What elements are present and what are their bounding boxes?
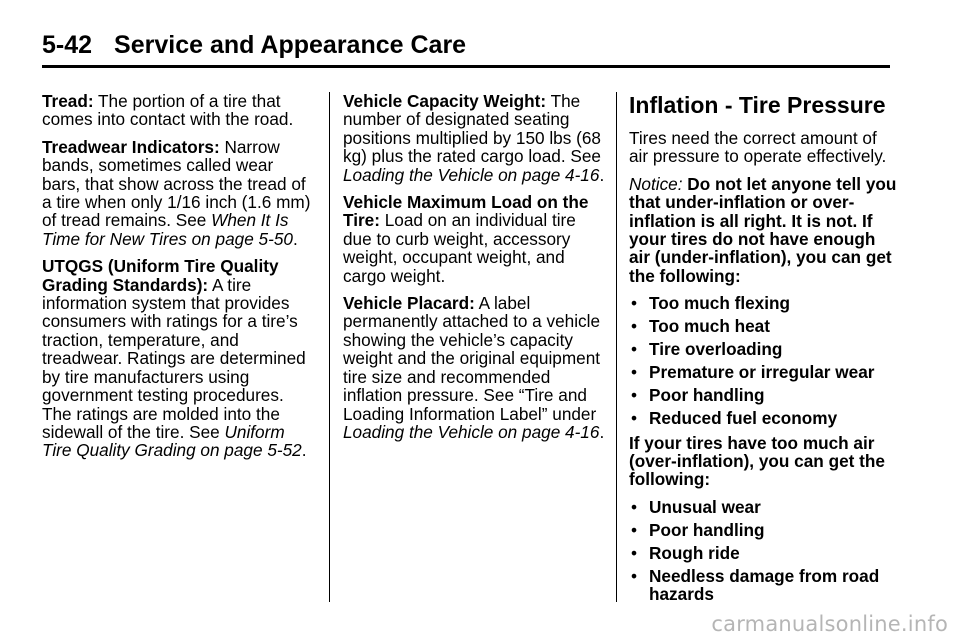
treadwear-tail: . [292, 228, 298, 249]
notice-label: Notice: [629, 173, 683, 194]
list-item: • Too much heat [629, 317, 899, 335]
capacity-weight-definition [343, 92, 605, 184]
max-load-text: Load on an individual tire due to curb weight, accessory weight, occupant weight, and cargo weight. [343, 210, 576, 286]
notice-text: Do not let anyone tell you that under-inflation or over-inflation is all right. It is not. If your tires do not have enough air (under-inflation), you can get the following: [629, 173, 897, 286]
treadwear-term: Treadwear Indicators: [42, 136, 220, 157]
capacity-weight-reference-link[interactable]: Loading the Vehicle on page 4-16 [343, 164, 600, 185]
header-text [42, 30, 890, 60]
under-inflation-list [629, 294, 899, 427]
list-item: • Too much flexing [629, 294, 899, 312]
placard-text: A label permanently attached to a vehicle showing the vehicle’s capacity weight and the original equipment tire size and recommended inflation pressure. See “Tire and Loading Information Label” under [343, 293, 601, 424]
utqgs-text: A tire information system that provides consumers with ratings for a tire’s traction, temperature, and treadwear. Ratings are determined by tire manufacturers using government testing procedures. The ratings are molded into the sidewall of the tire. See [42, 274, 306, 442]
page-header [42, 30, 890, 68]
capacity-weight-tail: . [599, 164, 605, 185]
list-item: • Needless damage from road hazards [629, 567, 899, 604]
intro-text: Tires need the correct amount of air pressure to operate effectively. [629, 128, 887, 167]
max-load-term: Vehicle Maximum Load on the Tire: [343, 192, 589, 231]
utqgs-definition [42, 257, 316, 459]
utqgs-tail: . [301, 440, 307, 461]
placard-definition [343, 294, 605, 441]
tread-term: Tread: [42, 91, 94, 111]
list-item: • Poor handling [629, 386, 899, 404]
treadwear-definition [42, 138, 316, 248]
tread-definition [42, 92, 316, 129]
site-watermark: carmanualsonline.info [711, 612, 948, 636]
column-1 [42, 92, 316, 469]
page-number: 5-42 [42, 31, 93, 59]
treadwear-text: Narrow bands, sometimes called wear bars, that show across the tread of a tire when only 1/16 inch (1.6 mm) of tread remains. See [42, 136, 311, 231]
list-item: • Rough ride [629, 544, 899, 562]
over-inflation-list [629, 498, 899, 604]
capacity-weight-text: The number of designated seating positions multiplied by 150 lbs (68 kg) plus the rated cargo load. See [343, 91, 601, 167]
list-item: • Premature or irregular wear [629, 363, 899, 381]
column-2 [343, 92, 605, 450]
section-heading: Inflation - Tire Pressure [629, 92, 886, 118]
over-inflation-text: If your tires have too much air (over-inflation), you can get the following: [629, 432, 885, 490]
capacity-weight-term: Vehicle Capacity Weight: [343, 91, 547, 111]
placard-term: Vehicle Placard: [343, 293, 475, 314]
max-load-definition [343, 193, 605, 285]
notice-paragraph [629, 175, 899, 285]
placard-reference-link[interactable]: Loading the Vehicle on page 4-16 [343, 421, 600, 442]
placard-tail: . [599, 421, 605, 442]
list-item: • Reduced fuel economy [629, 409, 899, 427]
column-divider-2 [616, 92, 617, 602]
column-3 [629, 92, 899, 610]
list-item: • Tire overloading [629, 340, 899, 358]
utqgs-term: UTQGS (Uniform Tire Quality Grading Standards): [42, 256, 279, 295]
column-divider-1 [329, 92, 330, 602]
list-item: • Poor handling [629, 521, 899, 539]
section-title: Service and Appearance Care [114, 31, 467, 59]
header-rule [42, 65, 890, 68]
list-item: • Unusual wear [629, 498, 899, 516]
tread-text: The portion of a tire that comes into contact with the road. [42, 91, 294, 130]
utqgs-reference-link[interactable]: Uniform Tire Quality Grading on page 5-52 [42, 421, 302, 461]
treadwear-reference-link[interactable]: When It Is Time for New Tires on page 5-50 [42, 210, 293, 249]
